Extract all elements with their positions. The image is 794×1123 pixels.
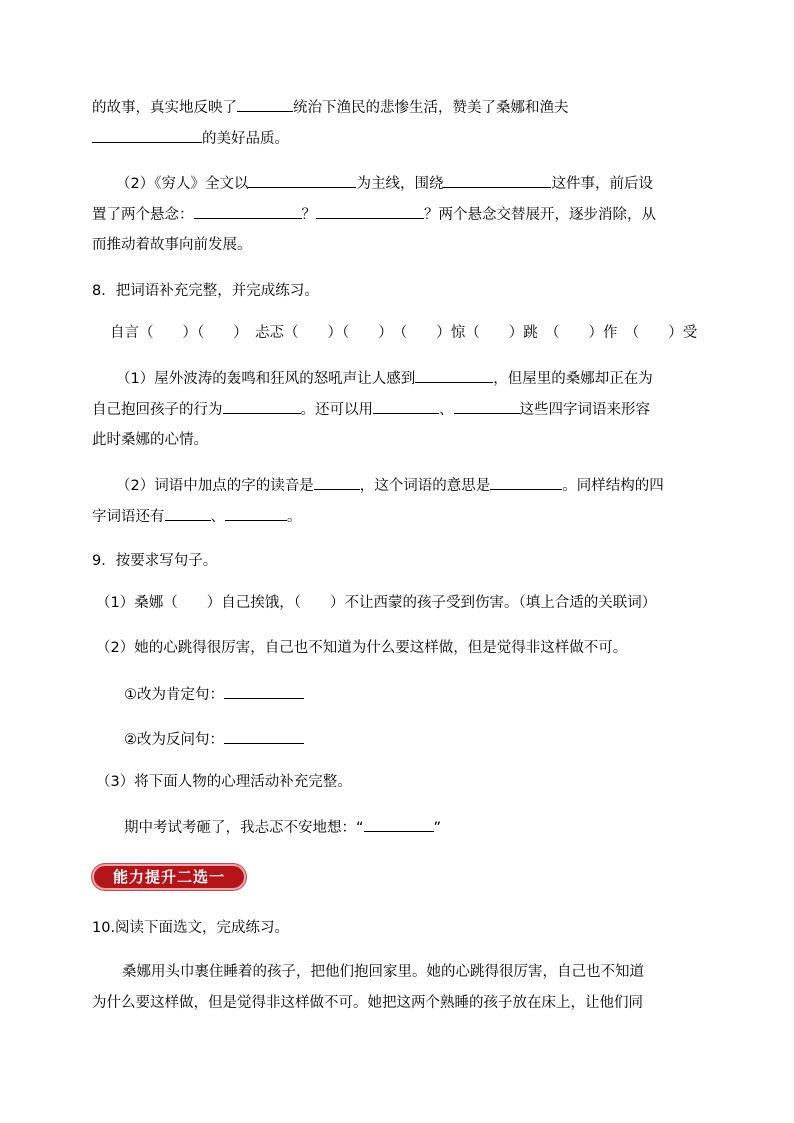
section-badge: 能力提升二选一: [92, 864, 246, 890]
text: 期中考试考砸了，我忐忑不安地想：“: [124, 820, 364, 836]
text: ？: [301, 207, 316, 223]
q9-sub-2: [124, 729, 304, 750]
answer-blank[interactable]: [224, 729, 304, 744]
text: （2）词语中加点的字的读音是: [116, 478, 314, 494]
q8-part2-line-1: [116, 475, 664, 496]
q8-title: 8．把词语补充完整，并完成练习。: [92, 283, 319, 299]
q9-sub-1: [124, 684, 304, 705]
answer-blank[interactable]: [364, 817, 434, 832]
answer-blank[interactable]: [223, 399, 301, 414]
q7-part2-line-2: [92, 204, 656, 225]
text: 的美好品质。: [202, 131, 289, 147]
answer-blank[interactable]: [165, 506, 211, 521]
q8-word-list: 自言（ ）（ ） 忐忑（ ）（ ） （ ）惊（ ）跳 （ ）作 （ ）受: [110, 325, 698, 341]
text: ，但屋里的桑娜却正在为: [493, 371, 653, 387]
text: 置了两个悬念：: [92, 207, 194, 223]
q10-passage-line-1: 桑娜用头巾裹住睡着的孩子，把他们抱回家里。她的心跳得很厉害，自己也不知道: [122, 964, 644, 980]
q10-title: 10.阅读下面选文，完成练习。: [92, 920, 290, 936]
q7-line-2: [92, 128, 289, 149]
answer-blank[interactable]: [194, 204, 302, 219]
answer-blank[interactable]: [454, 399, 520, 414]
text: 的故事，真实地反映了: [92, 100, 237, 116]
text: 为主线，围绕: [356, 176, 444, 192]
text: 、: [210, 509, 225, 525]
answer-blank[interactable]: [373, 399, 439, 414]
text: 、: [439, 402, 454, 418]
text: 此时桑娜的心情。: [92, 432, 208, 448]
text: ②改为反问句：: [124, 732, 224, 748]
text: 这些四字词语来形容: [519, 402, 650, 418]
q10-passage-line-2: 为什么要这样做，但是觉得非这样做不可。她把这两个熟睡的孩子放在床上，让他们同: [92, 995, 643, 1011]
q9-part2: （2）她的心跳得很厉害，自己也不知道为什么要这样做，但是觉得非这样做不可。: [96, 640, 628, 656]
q7-part2-line-3: [92, 235, 252, 255]
q8-part1-line-1: [116, 368, 653, 389]
q9-part3: （3）将下面人物的心理活动补充完整。: [96, 774, 352, 790]
text: （2）《穷人》全文以: [116, 176, 249, 192]
answer-blank[interactable]: [248, 173, 356, 188]
q7-part2-line-1: [116, 173, 653, 194]
answer-blank[interactable]: [237, 97, 293, 112]
q8-part2-line-2: [92, 506, 302, 527]
text: 而推动着故事向前发展。: [92, 237, 252, 253]
answer-blank[interactable]: [224, 684, 304, 699]
answer-blank[interactable]: [415, 368, 493, 383]
text: 。同样结构的四: [562, 478, 664, 494]
text: 。还可以用: [300, 402, 373, 418]
q9-part3-line: [124, 817, 441, 838]
answer-blank[interactable]: [225, 506, 287, 521]
q8-part1-line-3: [92, 430, 208, 450]
text: 字词语还有: [92, 509, 165, 525]
q8-part1-line-2: [92, 399, 650, 420]
answer-blank[interactable]: [314, 475, 360, 490]
text: ，这个词语的意思是: [359, 478, 491, 494]
text: ？两个悬念交替展开，逐步消除，从: [424, 207, 656, 223]
q7-line-1: [92, 97, 569, 118]
text: 统治下渔民的悲惨生活，赞美了桑娜和渔夫: [293, 100, 569, 116]
text: （1）屋外波涛的轰鸣和狂风的怒吼声让人感到: [116, 371, 416, 387]
answer-blank[interactable]: [316, 204, 424, 219]
q9-title: 9．按要求写句子。: [92, 553, 218, 569]
answer-blank[interactable]: [490, 475, 562, 490]
text: ”: [433, 820, 442, 836]
text: ①改为肯定句：: [124, 687, 224, 703]
q9-part1: （1）桑娜（ ）自己挨饿，（ ）不让西蒙的孩子受到伤害。（填上合适的关联词）: [96, 595, 657, 611]
text: 这件事，前后设: [551, 176, 653, 192]
answer-blank[interactable]: [92, 128, 202, 143]
text: 自己抱回孩子的行为: [92, 402, 223, 418]
answer-blank[interactable]: [443, 173, 551, 188]
text: 。: [287, 509, 302, 525]
